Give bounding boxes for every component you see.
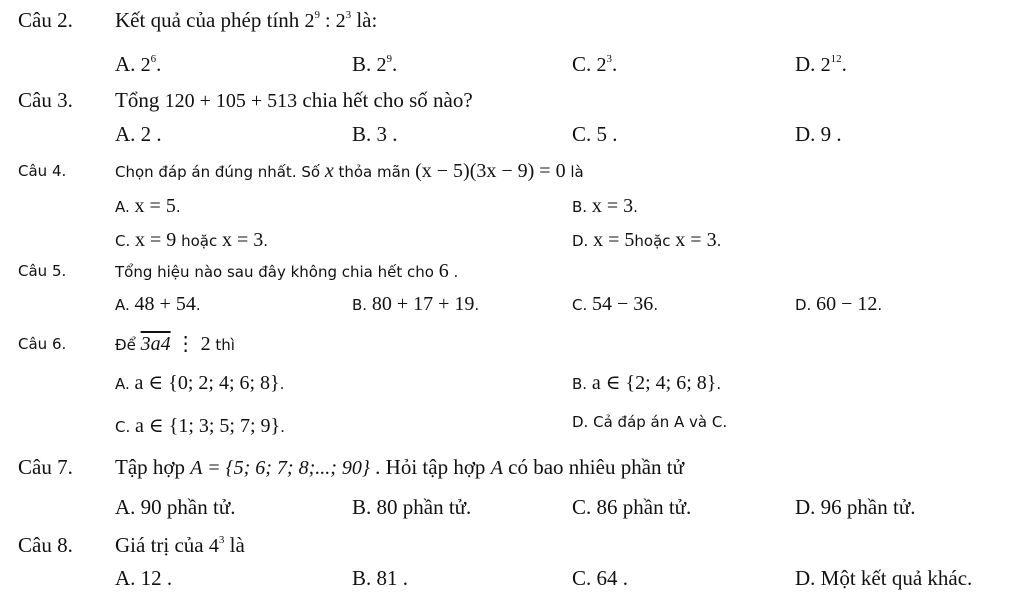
stem-text: có bao nhiêu phần tử [502, 455, 684, 479]
option-text: 80 phần tử. [376, 495, 472, 519]
option-text: Cả đáp án A và C. [593, 413, 728, 431]
math: 48 + 54 [134, 293, 196, 315]
option-a[interactable] [115, 122, 162, 147]
option-letter: A. [115, 296, 130, 314]
option-end: . [392, 52, 398, 76]
question-2-label: Câu 2. [18, 8, 73, 32]
option-letter: B. [352, 52, 372, 76]
math: a ∈ {1; 3; 5; 7; 9} [135, 415, 281, 437]
option-d[interactable] [572, 413, 727, 431]
math-variable: x [324, 160, 334, 182]
stem-text: là [224, 533, 245, 557]
option-d[interactable] [795, 293, 882, 316]
option-letter: C. [572, 52, 592, 76]
option-text: 86 phần tử. [596, 495, 692, 519]
option-letter: C. [115, 232, 131, 250]
option-word: hoặc [634, 232, 676, 250]
math: x = 3 [221, 229, 264, 251]
option-letter: A. [115, 495, 136, 519]
math-operator: : [320, 10, 336, 32]
option-letter: D. [795, 122, 816, 146]
option-a[interactable] [115, 195, 181, 218]
math: (x − 5)(3x − 9) = 0 [415, 160, 566, 182]
option-text: 96 phần tử. [820, 495, 916, 519]
option-end: . [175, 198, 181, 216]
option-c[interactable] [115, 413, 285, 438]
math: x = 3 [591, 195, 634, 217]
exponent: 9 [314, 9, 321, 21]
option-c[interactable] [572, 566, 628, 591]
option-letter: A. [115, 375, 130, 393]
option-end: . [716, 232, 722, 250]
question-5-stem [115, 260, 458, 283]
option-letter: C. [572, 296, 588, 314]
question-7-label: Câu 7. [18, 455, 73, 479]
stem-text: Tổng [115, 88, 165, 112]
exponent: 3 [606, 53, 613, 65]
stem-text: Tập hợp [115, 455, 191, 479]
stem-text: thỏa mãn [333, 163, 416, 181]
stem-text: Tổng hiệu nào sau đây không chia hết cho [115, 263, 439, 281]
option-letter: A. [115, 122, 136, 146]
math: 2 [820, 54, 831, 76]
option-end: . [280, 418, 285, 436]
question-6-label: Câu 6. [18, 335, 67, 353]
question-5-label: Câu 5. [18, 262, 67, 280]
option-letter: C. [572, 495, 592, 519]
math: x = 3 [675, 229, 717, 251]
exponent: 3 [218, 534, 225, 546]
option-letter: B. [352, 495, 372, 519]
option-d[interactable] [795, 122, 842, 147]
option-c[interactable] [115, 229, 268, 252]
math: 6 [438, 260, 449, 282]
math: A = {5; 6; 7; 8;...; 90} [190, 457, 370, 479]
option-b[interactable] [572, 195, 638, 218]
question-4-label: Câu 4. [18, 162, 67, 180]
question-6-stem [115, 331, 235, 356]
option-end: . [195, 296, 201, 314]
option-letter: D. [795, 52, 816, 76]
exponent: 9 [386, 53, 393, 65]
option-text: 12 . [140, 566, 173, 590]
math-divisibility: ⋮ 2 [170, 333, 211, 355]
option-letter: D. [572, 413, 589, 431]
option-text: 5 . [596, 122, 618, 146]
question-8-label: Câu 8. [18, 533, 73, 557]
option-text: 90 phần tử. [140, 495, 236, 519]
math-overline-number: 3a4 [140, 333, 171, 355]
option-a[interactable] [115, 52, 161, 77]
option-end: . [263, 232, 269, 250]
math: 120 + 105 + 513 [164, 90, 298, 112]
question-4-stem [115, 160, 584, 183]
option-end: . [612, 52, 618, 76]
option-d[interactable] [795, 566, 972, 591]
option-end: . [653, 296, 659, 314]
math: 2 [140, 54, 151, 76]
option-end: . [841, 52, 847, 76]
option-letter: B. [352, 566, 372, 590]
option-letter: D. [795, 495, 816, 519]
math: x = 9 [135, 229, 177, 251]
option-a[interactable] [115, 566, 172, 591]
option-letter: A. [115, 198, 130, 216]
exponent: 3 [345, 9, 352, 21]
stem-text: . Hỏi tập hợp [369, 455, 491, 479]
option-letter: A. [115, 52, 136, 76]
exponent: 6 [150, 53, 157, 65]
math: 54 − 36 [592, 293, 654, 315]
option-b[interactable] [352, 52, 397, 77]
option-letter: B. [572, 198, 588, 216]
stem-text: là: [351, 8, 378, 32]
option-c[interactable] [572, 495, 691, 520]
option-letter: D. [795, 296, 812, 314]
option-c[interactable] [572, 122, 618, 147]
math: 80 + 17 + 19 [371, 293, 475, 315]
option-d[interactable] [572, 229, 721, 252]
option-a[interactable] [115, 293, 201, 316]
option-text: Một kết quả khác. [820, 566, 973, 590]
stem-text: Chọn đáp án đúng nhất. Số [115, 163, 325, 181]
option-letter: B. [352, 296, 368, 314]
math: x = 5 [593, 229, 635, 251]
question-8-stem [115, 533, 245, 558]
stem-text: là [565, 163, 584, 181]
math: 2 [304, 10, 315, 32]
option-b[interactable] [352, 566, 408, 591]
option-word: hoặc [176, 232, 222, 250]
option-c[interactable] [572, 293, 658, 316]
math: 60 − 12 [816, 293, 878, 315]
question-7-stem [115, 455, 684, 480]
option-letter: C. [572, 566, 592, 590]
option-a[interactable] [115, 370, 284, 395]
stem-text: Kết quả của phép tính [115, 8, 305, 32]
option-d[interactable] [795, 52, 847, 77]
option-end: . [877, 296, 883, 314]
option-b[interactable] [352, 293, 479, 316]
option-letter: C. [115, 418, 131, 436]
math-variable: A [490, 457, 503, 479]
option-c[interactable] [572, 52, 617, 77]
option-b[interactable] [572, 370, 721, 395]
option-end: . [716, 375, 722, 393]
option-letter: D. [572, 232, 589, 250]
option-end: . [633, 198, 638, 216]
question-3-stem [115, 88, 473, 113]
option-letter: D. [795, 566, 816, 590]
math: 2 [335, 10, 346, 32]
option-text: 9 . [820, 122, 842, 146]
option-letter: C. [572, 122, 592, 146]
option-end: . [156, 52, 162, 76]
option-letter: B. [572, 375, 588, 393]
stem-text: . [448, 263, 459, 281]
math: a ∈ {0; 2; 4; 6; 8} [134, 372, 280, 394]
math: 2 [596, 54, 607, 76]
option-end: . [279, 375, 285, 393]
option-letter: A. [115, 566, 136, 590]
option-letter: B. [352, 122, 372, 146]
option-text: 81 . [376, 566, 409, 590]
option-b[interactable] [352, 495, 471, 520]
math: a ∈ {2; 4; 6; 8} [591, 372, 717, 394]
option-a[interactable] [115, 495, 235, 520]
math: 4 [208, 535, 219, 557]
question-2-stem [115, 8, 377, 33]
question-3-label: Câu 3. [18, 88, 73, 112]
stem-text: thì [210, 336, 235, 354]
option-text: 64 . [596, 566, 629, 590]
option-b[interactable] [352, 122, 398, 147]
option-text: 3 . [376, 122, 398, 146]
math: x = 5 [134, 195, 176, 217]
exponent: 12 [830, 53, 842, 65]
option-d[interactable] [795, 495, 915, 520]
option-text: 2 . [140, 122, 162, 146]
math: 2 [376, 54, 387, 76]
stem-text: Để [115, 336, 141, 354]
option-end: . [474, 296, 480, 314]
stem-text: Giá trị của [115, 533, 209, 557]
stem-text: chia hết cho số nào? [297, 88, 473, 112]
